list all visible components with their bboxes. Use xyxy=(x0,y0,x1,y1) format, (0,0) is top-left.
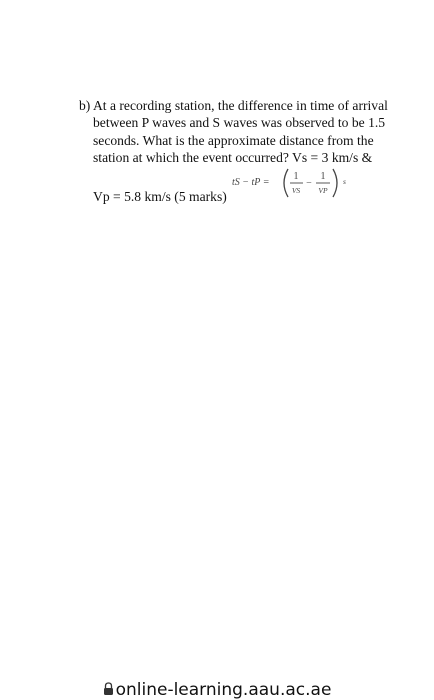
formula-trailing: s xyxy=(343,177,346,186)
question-line-4: station at which the event occurred? Vs = 3 km/s & xyxy=(93,150,373,166)
question-line-2: between P waves and S waves was observed to be 1.5 xyxy=(93,115,386,131)
formula-lhs: tS − tP = xyxy=(232,177,270,188)
formula-svg xyxy=(232,165,382,201)
url-domain: online-learning.aau.ac.ae xyxy=(115,680,332,700)
lock-icon xyxy=(103,682,114,696)
left-paren xyxy=(284,169,288,197)
formula-minus: − xyxy=(306,178,312,189)
formula-denominator-1: VS xyxy=(291,186,301,195)
question-text xyxy=(79,97,409,167)
question-line-1: b) At a recording station, the difference in time of arrival xyxy=(79,98,388,113)
formula-image xyxy=(232,165,382,201)
url-footer[interactable] xyxy=(0,680,434,700)
velocity-line: Vp = 5.8 km/s (5 marks) xyxy=(93,189,227,204)
question-line-3: seconds. What is the approximate distance from the xyxy=(93,132,374,148)
formula-denominator-2: VP xyxy=(318,186,328,195)
formula-numerator-2: 1 xyxy=(320,171,326,182)
formula-numerator-1: 1 xyxy=(293,171,299,182)
right-paren xyxy=(333,169,337,197)
